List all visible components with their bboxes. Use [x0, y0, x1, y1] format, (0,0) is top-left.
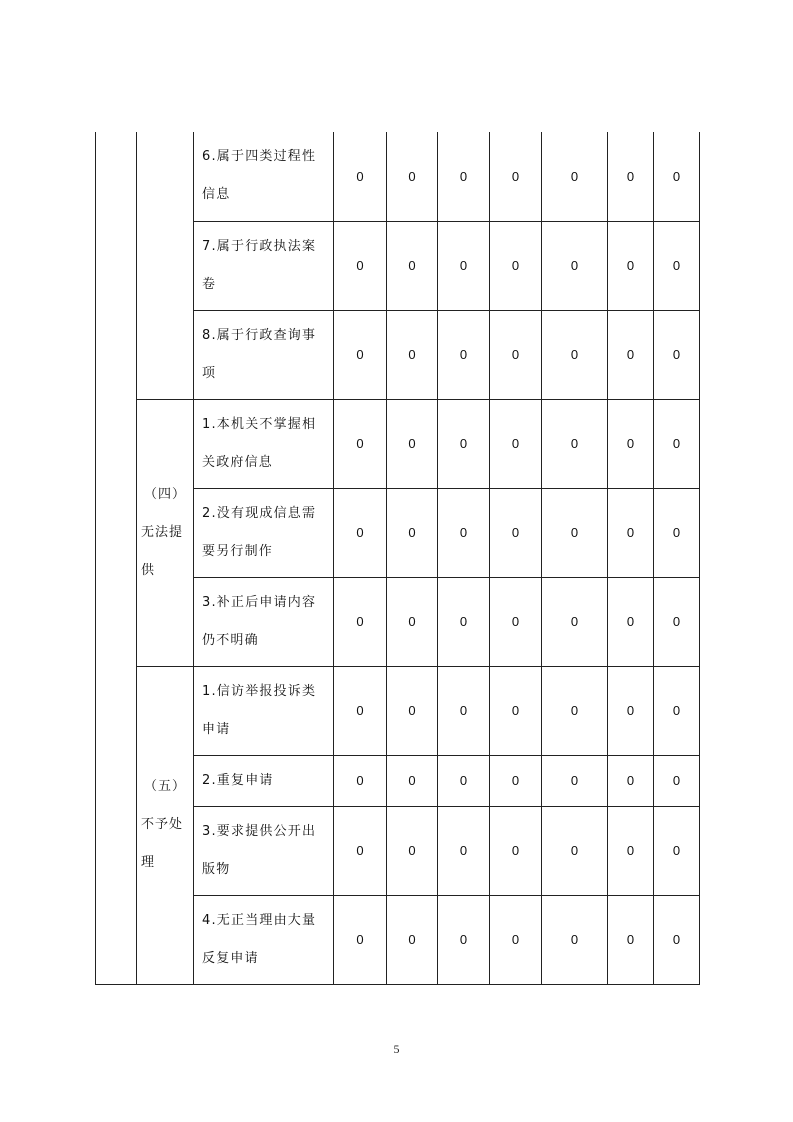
- value-cell: 0: [654, 221, 700, 310]
- item-label: 8.属于行政查询事项: [194, 310, 334, 399]
- value-cell: 0: [542, 577, 608, 666]
- category-text: 无法提供: [141, 524, 184, 578]
- value-cell: 0: [608, 666, 654, 755]
- value-cell: 0: [490, 221, 542, 310]
- value-cell: 0: [608, 755, 654, 806]
- value-cell: 0: [387, 399, 438, 488]
- value-cell: 0: [608, 221, 654, 310]
- value-cell: 0: [490, 755, 542, 806]
- item-label: 4.无正当理由大量反复申请: [194, 895, 334, 984]
- value-cell: 0: [542, 132, 608, 221]
- value-cell: 0: [542, 310, 608, 399]
- value-cell: 0: [387, 221, 438, 310]
- value-cell: 0: [490, 895, 542, 984]
- value-cell: 0: [542, 399, 608, 488]
- value-cell: 0: [387, 666, 438, 755]
- value-cell: 0: [387, 755, 438, 806]
- value-cell: 0: [654, 132, 700, 221]
- value-cell: 0: [654, 310, 700, 399]
- value-cell: 0: [334, 895, 387, 984]
- value-cell: 0: [542, 895, 608, 984]
- value-cell: 0: [387, 895, 438, 984]
- value-cell: 0: [490, 132, 542, 221]
- value-cell: 0: [438, 399, 490, 488]
- value-cell: 0: [438, 666, 490, 755]
- value-cell: 0: [334, 806, 387, 895]
- value-cell: 0: [654, 806, 700, 895]
- value-cell: 0: [334, 577, 387, 666]
- value-cell: 0: [387, 132, 438, 221]
- item-label: 3.要求提供公开出版物: [194, 806, 334, 895]
- value-cell: 0: [542, 806, 608, 895]
- value-cell: 0: [490, 806, 542, 895]
- value-cell: 0: [490, 399, 542, 488]
- value-cell: 0: [608, 577, 654, 666]
- item-label: 2.没有现成信息需要另行制作: [194, 488, 334, 577]
- data-table: [95, 132, 700, 985]
- value-cell: 0: [387, 577, 438, 666]
- value-cell: 0: [438, 577, 490, 666]
- table-row: [96, 399, 700, 488]
- value-cell: 0: [542, 488, 608, 577]
- category-cell-unable-to-provide: [137, 399, 194, 666]
- value-cell: 0: [438, 755, 490, 806]
- value-cell: 0: [608, 488, 654, 577]
- value-cell: 0: [334, 132, 387, 221]
- outer-category-cell: [96, 132, 137, 984]
- category-text: 不予处理: [141, 817, 184, 870]
- value-cell: 0: [387, 310, 438, 399]
- value-cell: 0: [490, 488, 542, 577]
- value-cell: 0: [334, 221, 387, 310]
- value-cell: 0: [542, 221, 608, 310]
- value-cell: 0: [438, 221, 490, 310]
- value-cell: 0: [334, 399, 387, 488]
- table-row: [96, 666, 700, 755]
- item-label: 7.属于行政执法案卷: [194, 221, 334, 310]
- category-cell-continued: [137, 132, 194, 399]
- value-cell: 0: [542, 755, 608, 806]
- value-cell: 0: [654, 488, 700, 577]
- value-cell: 0: [608, 132, 654, 221]
- category-number: （五）: [143, 779, 186, 794]
- value-cell: 0: [334, 755, 387, 806]
- value-cell: 0: [334, 310, 387, 399]
- value-cell: 0: [438, 488, 490, 577]
- value-cell: 0: [608, 399, 654, 488]
- category-cell-not-processed: [137, 666, 194, 984]
- value-cell: 0: [438, 132, 490, 221]
- value-cell: 0: [334, 488, 387, 577]
- value-cell: 0: [654, 755, 700, 806]
- value-cell: 0: [490, 310, 542, 399]
- value-cell: 0: [438, 895, 490, 984]
- item-label: 1.信访举报投诉类申请: [194, 666, 334, 755]
- item-label: 2.重复申请: [194, 755, 334, 806]
- value-cell: 0: [438, 806, 490, 895]
- value-cell: 0: [608, 806, 654, 895]
- value-cell: 0: [490, 577, 542, 666]
- value-cell: 0: [654, 666, 700, 755]
- value-cell: 0: [334, 666, 387, 755]
- page-number: 5: [393, 1042, 400, 1056]
- value-cell: 0: [608, 310, 654, 399]
- category-number: （四）: [143, 486, 186, 502]
- table-row: [96, 132, 700, 221]
- item-label: 6.属于四类过程性信息: [194, 132, 334, 221]
- value-cell: 0: [654, 577, 700, 666]
- value-cell: 0: [438, 310, 490, 399]
- value-cell: 0: [608, 895, 654, 984]
- value-cell: 0: [654, 895, 700, 984]
- value-cell: 0: [387, 488, 438, 577]
- item-label: 1.本机关不掌握相关政府信息: [194, 399, 334, 488]
- value-cell: 0: [654, 399, 700, 488]
- value-cell: 0: [387, 806, 438, 895]
- item-label: 3.补正后申请内容仍不明确: [194, 577, 334, 666]
- value-cell: 0: [542, 666, 608, 755]
- value-cell: 0: [490, 666, 542, 755]
